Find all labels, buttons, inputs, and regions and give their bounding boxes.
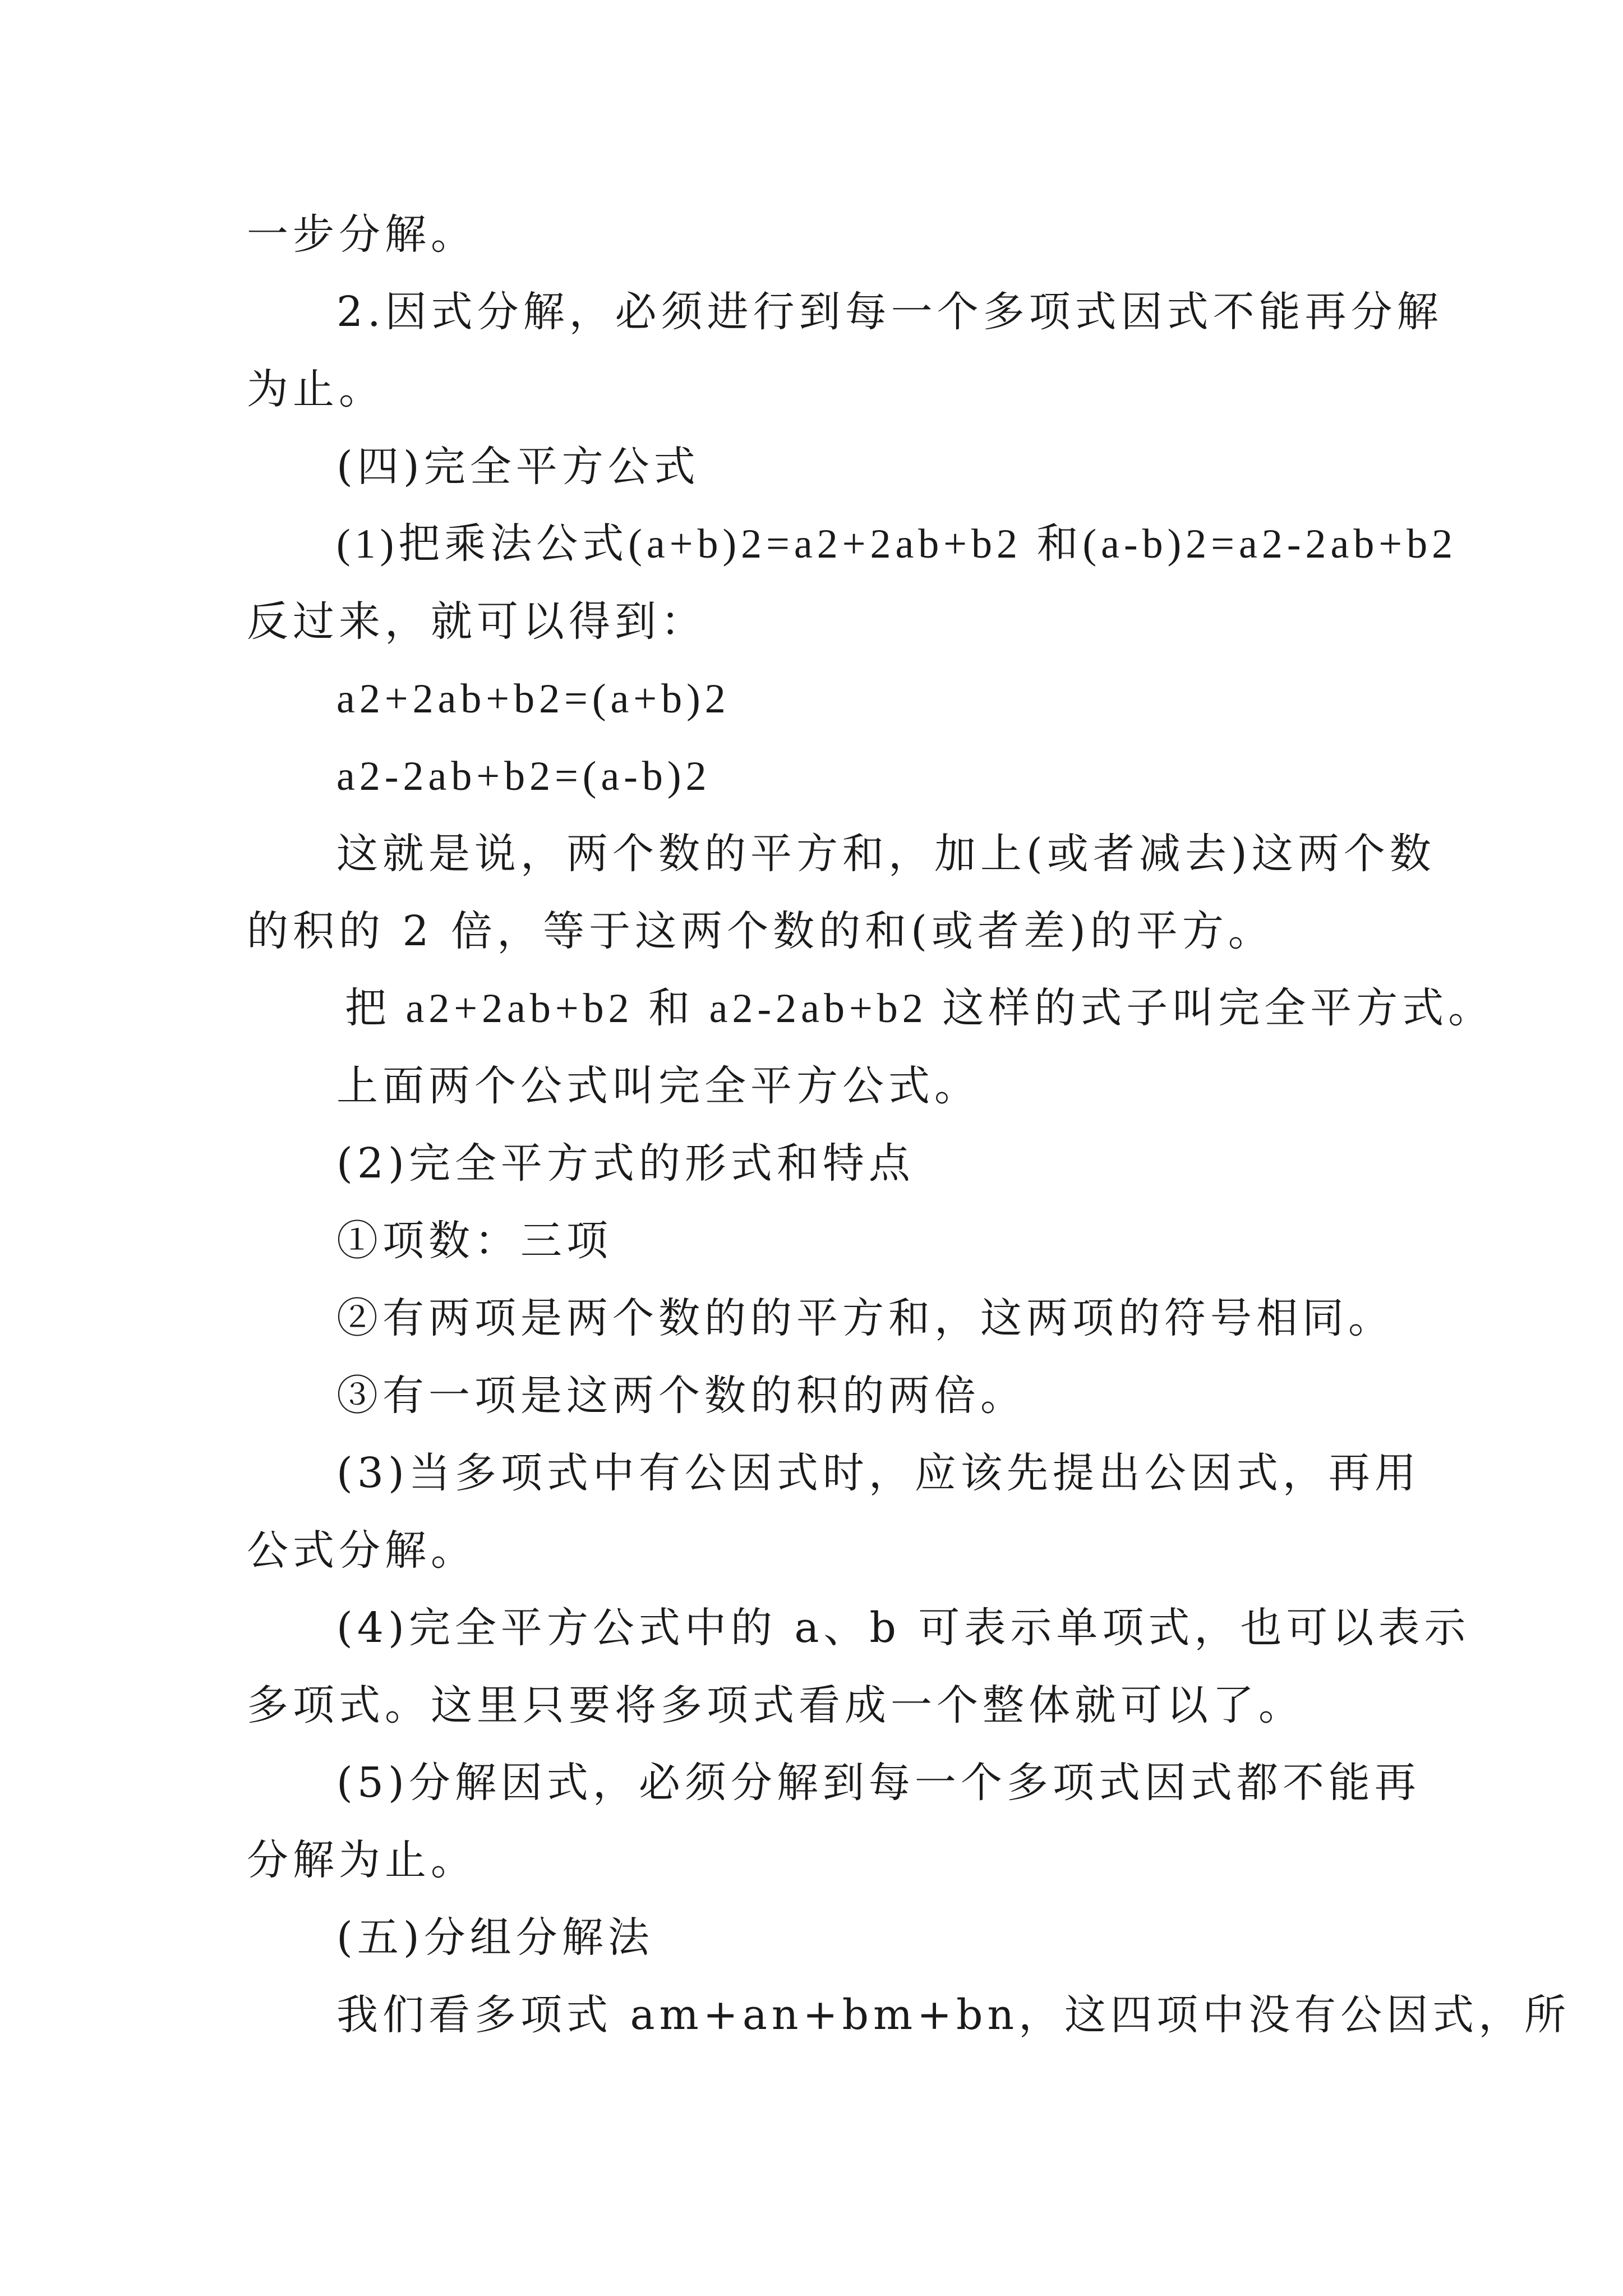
text-line: (4)完全平方公式中的 a、b 可表示单项式，也可以表示: [336, 1604, 1470, 1652]
list-item: ②有两项是两个数的的平方和，这两项的符号相同。: [336, 1294, 1394, 1342]
text-line: (2)完全平方式的形式和特点: [336, 1139, 915, 1188]
text-line: 为止。: [247, 365, 385, 413]
text-line: (5)分解因式，必须分解到每一个多项式因式都不能再: [336, 1759, 1421, 1807]
formula-line: a2+2ab+b2=(a+b)2: [336, 676, 730, 722]
formula-line: a2-2ab+b2=(a-b)2: [336, 753, 711, 799]
text-line: 把 a2+2ab+b2 和 a2-2ab+b2 这样的式子叫完全平方式。: [345, 986, 1495, 1032]
section-heading: (五)分组分解法: [336, 1913, 654, 1962]
text-line: 的积的 2 倍，等于这两个数的和(或者差)的平方。: [247, 907, 1274, 955]
text-line: 公式分解。: [247, 1526, 477, 1575]
text-line: 反过来，就可以得到：: [247, 597, 707, 646]
text-line: 一步分解。: [247, 210, 477, 259]
text-line: 2.因式分解，必须进行到每一个多项式因式不能再分解: [336, 288, 1443, 336]
section-heading: (四)完全平方公式: [336, 443, 700, 491]
text-line: (3)当多项式中有公因式时，应该先提出公因式，再用: [336, 1449, 1421, 1497]
text-line: 多项式。这里只要将多项式看成一个整体就可以了。: [247, 1681, 1304, 1729]
text-line: 我们看多项式 am+an+bm+bn，这四项中没有公因式，所: [336, 1991, 1571, 2039]
text-line: 这就是说，两个数的平方和，加上(或者减去)这两个数: [336, 830, 1436, 878]
text-line: (1)把乘法公式(a+b)2=a2+2ab+b2 和(a-b)2=a2-2ab+b2: [336, 521, 1458, 567]
list-item: ①项数：三项: [336, 1217, 612, 1265]
list-item: ③有一项是这两个数的积的两倍。: [336, 1372, 1026, 1420]
text-line: 上面两个公式叫完全平方公式。: [336, 1062, 980, 1110]
text-line: 分解为止。: [247, 1836, 477, 1884]
